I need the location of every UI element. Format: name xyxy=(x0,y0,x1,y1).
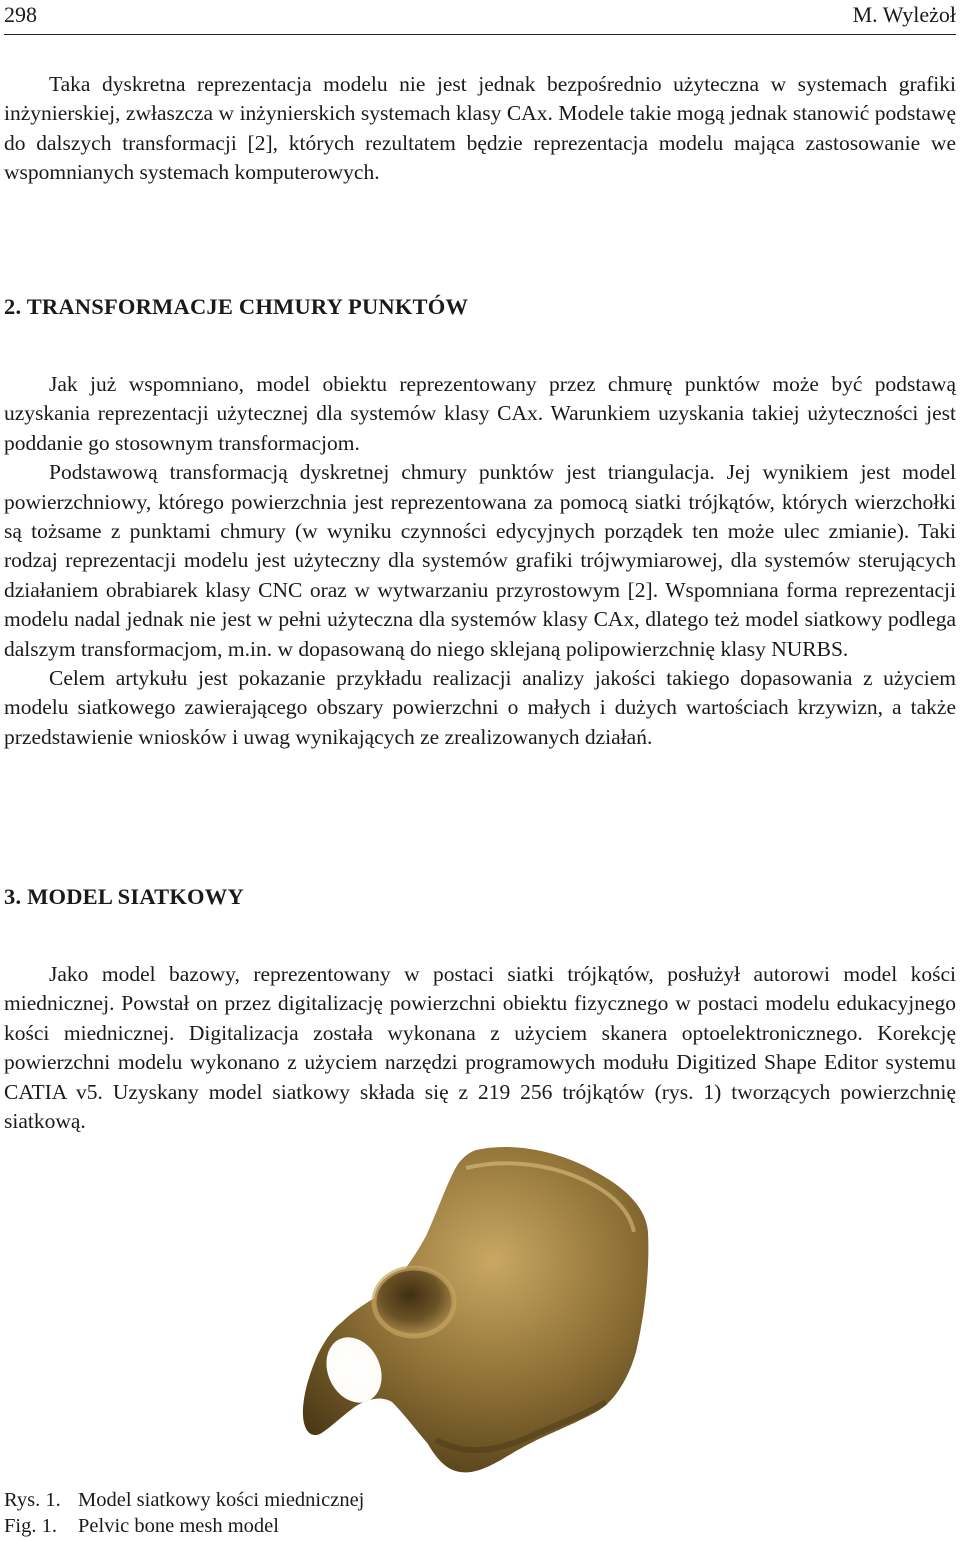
figure-label-pl: Rys. 1. xyxy=(4,1489,61,1511)
section-2-paragraph-3: Celem artykułu jest pokazanie przykładu realizacji analizy jakości takiego dopasowania z użyciem modelu siatkowego zawierającego obszary powierzchni o małych i dużych wartościach krzywizn, a także przedstawienie wniosków i uwag wynikających ze zrealizowanych działań. xyxy=(4,666,956,749)
section-2-paragraph-1: Jak już wspomniano, model obiektu reprezentowany przez chmurę punktów może być podstawą uzyskania reprezentacji użytecznej dla systemów klasy CAx. Warunkiem uzyskania takiej użyteczności jest poddanie go stosownym transformacjom. xyxy=(4,372,956,455)
section-2-body xyxy=(4,370,956,752)
intro-text xyxy=(4,70,956,188)
section-3-body xyxy=(4,960,956,1136)
section-3-heading: 3. MODEL SIATKOWY xyxy=(4,884,244,909)
section-3-paragraph-1: Jako model bazowy, reprezentowany w postaci siatki trójkątów, posłużył autorowi model kości miednicznej. Powstał on przez digitalizację powierzchni obiektu fizycznego w postaci modelu edukacyjnego kości miednicznej. Digitalizacja została wykonana z użyciem skanera optoelektronicznego. Korekcję powierzchni modelu wykonano z użyciem narzędzi programowych modułu Digitized Shape Editor systemu CATIA v5. Uzyskany model siatkowy składa się z 219 256 trójkątów (rys. 1) tworzących powierzchnię siatkową. xyxy=(4,962,956,1134)
bone-body xyxy=(303,1147,648,1472)
section-2-paragraph-2: Podstawową transformacją dyskretnej chmury punktów jest triangulacja. Jej wynikiem jest model powierzchniowy, którego powierzchnia jest reprezentowana za pomocą siatki trójkątów, których wierzchołki są tożsame z punktami chmury (w wyniku czynności edycyjnych porządek ten może ulec zmianie). Taki rodzaj reprezentacji modelu jest użyteczny dla systemów grafiki trójwymiarowej, dla systemów sterujących działaniem obrabiarek klasy CNC oraz w wytwarzaniu przyrostowym [2]. Wspomniana forma reprezentacji modelu nadal jednak nie jest w pełni użyteczna dla systemów klasy CAx, dlatego też model siatkowy podlega dalszym transformacjom, m.in. w dopasowaną do niego sklejaną polipowierzchnię klasy NURBS. xyxy=(4,460,956,661)
pelvic-bone-figure xyxy=(296,1140,656,1485)
intro-paragraph: Taka dyskretna reprezentacja modelu nie jest jednak bezpośrednio użyteczna w systemach grafiki inżynierskiej, zwłaszcza w inżynierskich systemach klasy CAx. Modele takie mogą jednak stanowić podstawę do dalszych transformacji [2], których rezultatem będzie reprezentacja modelu mająca zastosowanie we wspomnianych systemach komputerowych. xyxy=(4,72,956,185)
figure-label-en: Fig. 1. xyxy=(4,1515,57,1537)
section-2-heading: 2. TRANSFORMACJE CHMURY PUNKTÓW xyxy=(4,294,469,319)
page-number: 298 xyxy=(4,2,37,27)
figure-caption-en-text: Pelvic bone mesh model xyxy=(78,1515,279,1537)
author-name: M. Wyleżoł xyxy=(852,2,956,27)
running-header xyxy=(4,0,956,35)
figure-caption-en xyxy=(4,1514,279,1539)
figure-caption-pl xyxy=(4,1488,364,1513)
pelvic-bone-mesh-image xyxy=(296,1140,656,1485)
figure-caption-pl-text: Model siatkowy kości miednicznej xyxy=(78,1489,365,1511)
